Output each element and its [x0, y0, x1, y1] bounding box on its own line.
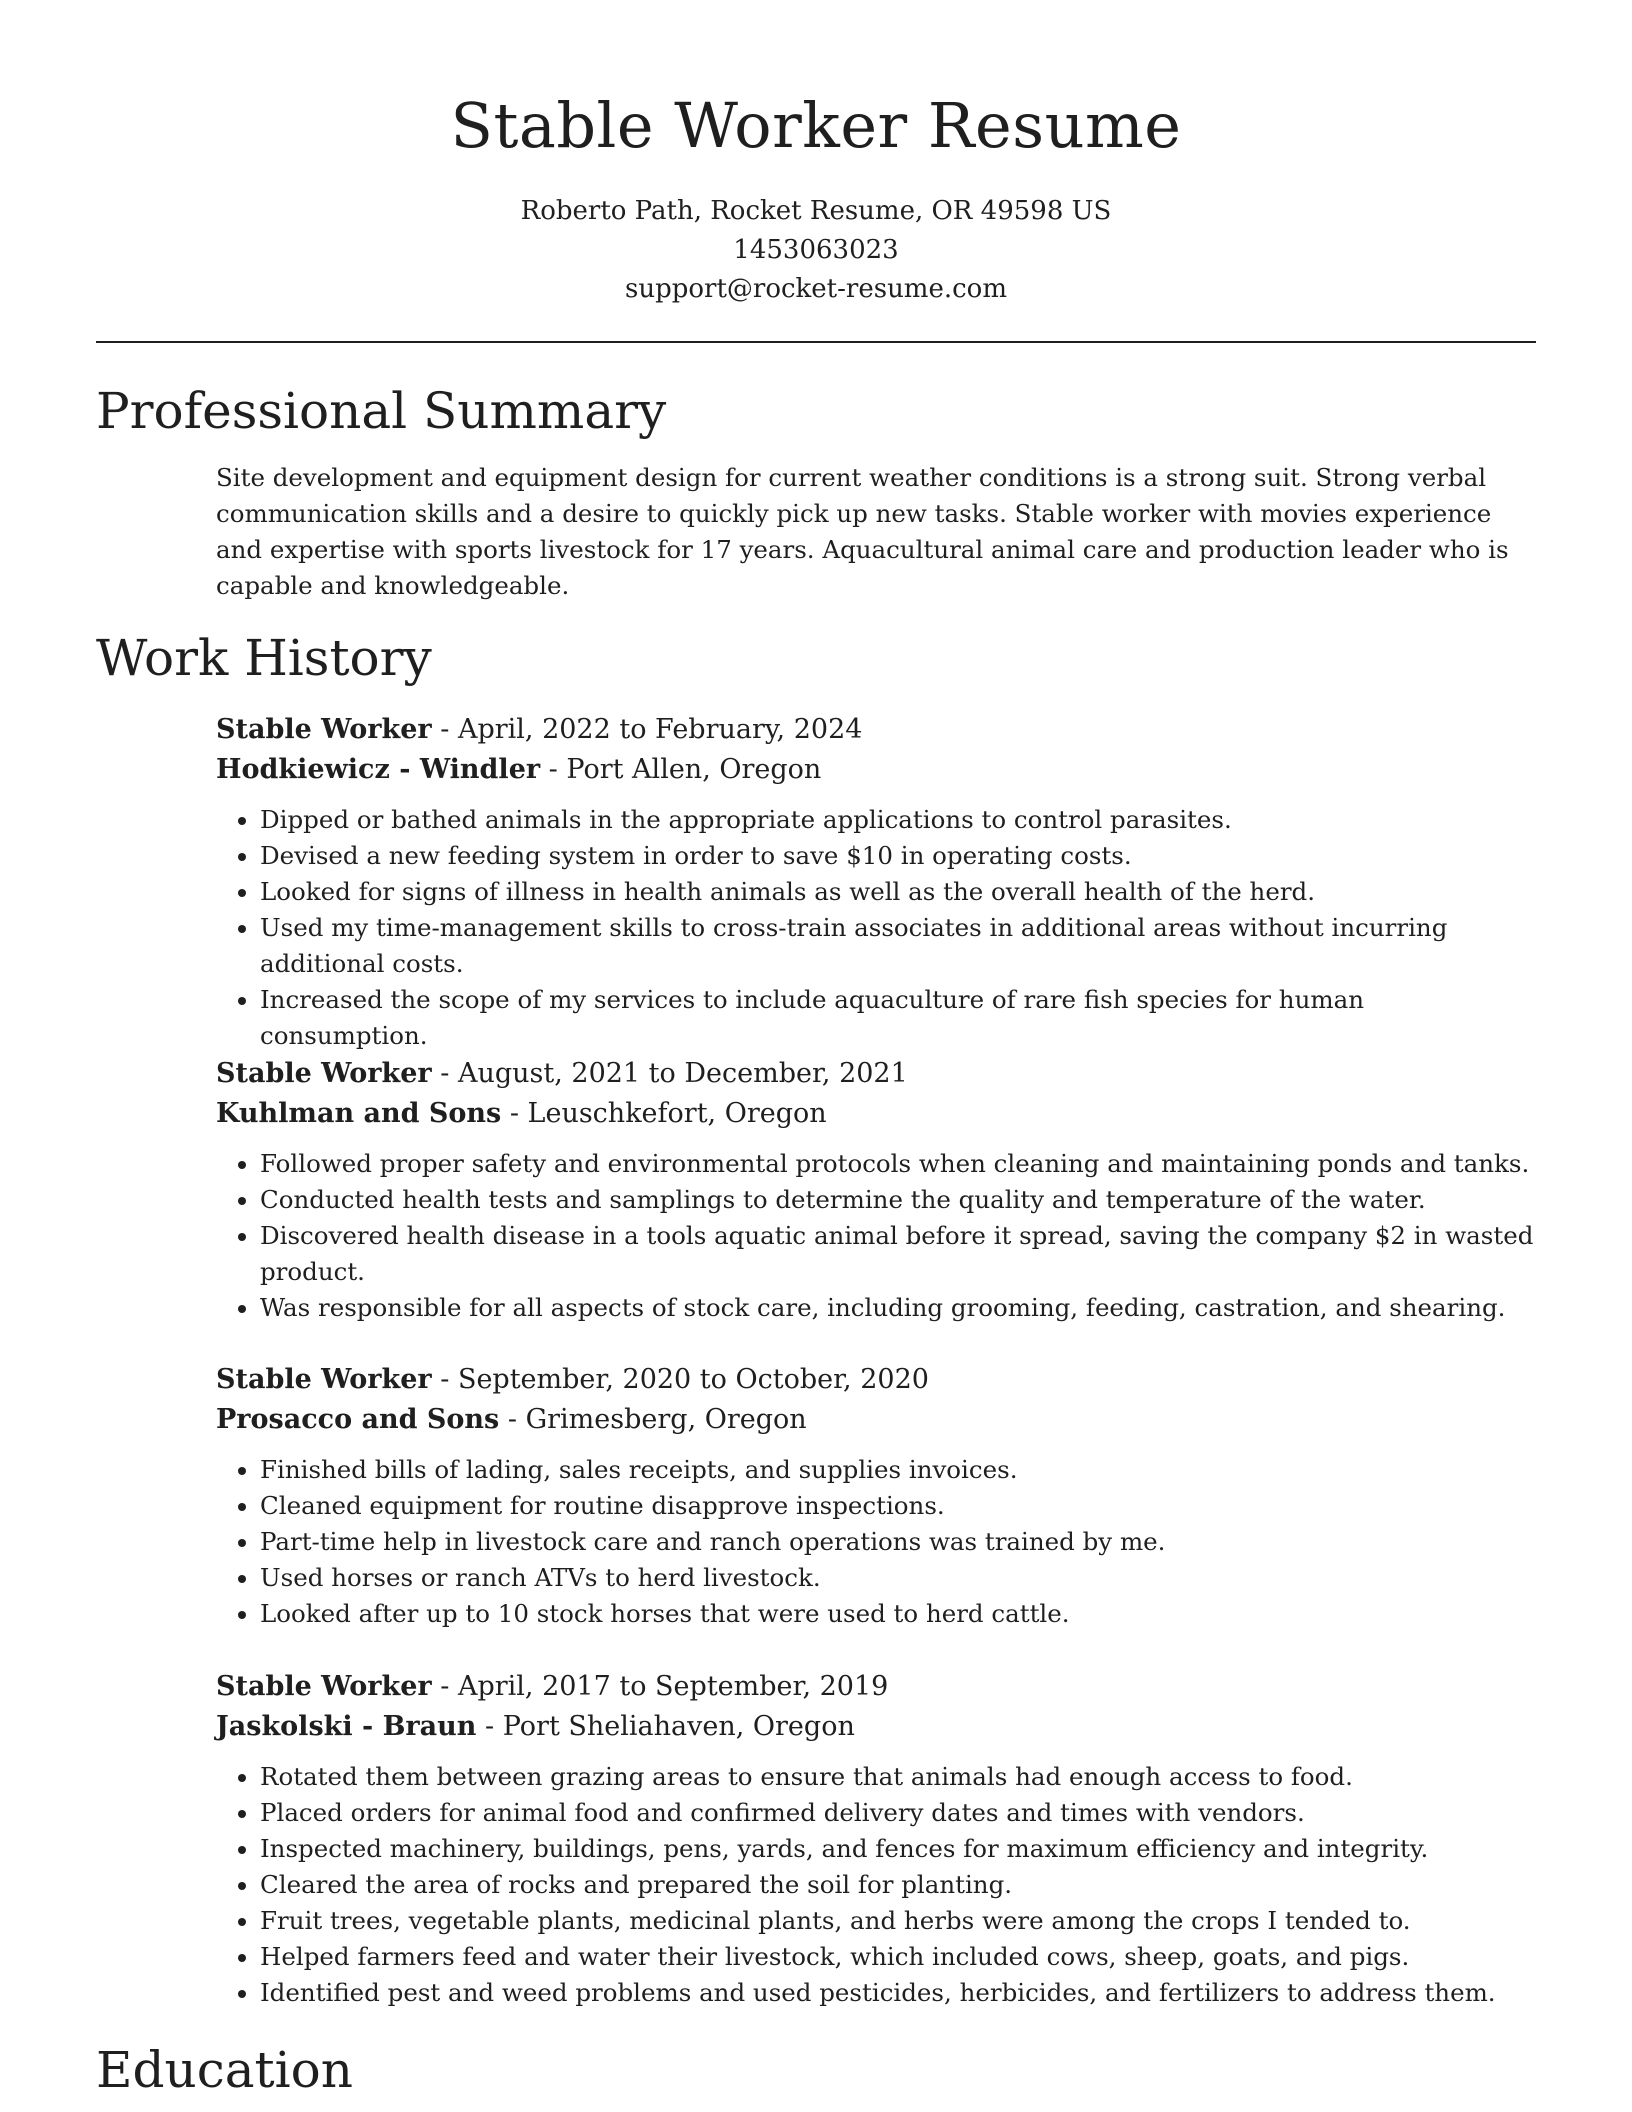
job-bullet: • Used my time-management skills to cross-train associates in additional areas without incurring additional costs.	[260, 910, 1536, 982]
job-title-line: Stable Worker - August, 2021 to December, 2021	[216, 1058, 908, 1089]
job-location: Grimesberg, Oregon	[525, 1404, 807, 1435]
job-title-line: Stable Worker - September, 2020 to October, 2020	[216, 1364, 929, 1395]
job-company: Prosacco and Sons	[216, 1404, 500, 1435]
job-bullet: • Identified pest and weed problems and used pesticides, herbicides, and fertilizers to address them.	[260, 1975, 1536, 2011]
summary-heading: Professional Summary	[96, 382, 667, 440]
job-bullet: • Finished bills of lading, sales receipts, and supplies invoices.	[260, 1452, 1536, 1488]
contact-email: support@rocket-resume.com	[624, 274, 1007, 304]
job-bullet: • Increased the scope of my services to include aquaculture of rare fish species for human consumption.	[260, 982, 1536, 1054]
job-dates: September, 2020 to October, 2020	[457, 1364, 929, 1395]
job-company-line: Jaskolski - Braun - Port Sheliahaven, Oregon	[216, 1711, 855, 1742]
job-company: Kuhlman and Sons	[216, 1098, 502, 1129]
job-bullets	[216, 1452, 1536, 1632]
job-bullet: • Used horses or ranch ATVs to herd livestock.	[260, 1560, 1536, 1596]
job-title: Stable Worker	[216, 1364, 432, 1395]
job-bullet: • Cleared the area of rocks and prepared the soil for planting.	[260, 1867, 1536, 1903]
contact-phone: 1453063023	[733, 235, 899, 265]
contact-block	[96, 192, 1536, 309]
job-entry	[216, 1054, 1536, 1326]
job-company: Jaskolski - Braun	[216, 1711, 477, 1742]
job-bullet: • Rotated them between grazing areas to ensure that animals had enough access to food.	[260, 1759, 1536, 1795]
job-company-line: Hodkiewicz - Windler - Port Allen, Oregon	[216, 754, 822, 785]
job-company-line: Kuhlman and Sons - Leuschkefort, Oregon	[216, 1098, 827, 1129]
job-bullet: • Looked for signs of illness in health animals as well as the overall health of the herd.	[260, 874, 1536, 910]
job-title: Stable Worker	[216, 1671, 432, 1702]
job-title-line: Stable Worker - April, 2022 to February, 2024	[216, 714, 863, 745]
job-dates: April, 2022 to February, 2024	[457, 714, 863, 745]
summary-text: Site development and equipment design for current weather conditions is a strong suit. Strong verbal communication skills and a desire to quickly pick up new tasks. Stable worker with movies experience and expertise with sports livestock for 17 years. Aquacultural animal care and production leader who is capable and knowledgeable.	[216, 463, 1509, 600]
job-bullet: • Helped farmers feed and water their livestock, which included cows, sheep, goats, and pigs.	[260, 1939, 1536, 1975]
header-divider	[96, 341, 1536, 343]
job-bullet: • Followed proper safety and environmental protocols when cleaning and maintaining ponds and tanks.	[260, 1146, 1536, 1182]
job-bullets	[216, 802, 1536, 1054]
job-company: Hodkiewicz - Windler	[216, 754, 541, 785]
job-bullet: • Dipped or bathed animals in the appropriate applications to control parasites.	[260, 802, 1536, 838]
job-company-line: Prosacco and Sons - Grimesberg, Oregon	[216, 1404, 807, 1435]
job-bullet: • Discovered health disease in a tools aquatic animal before it spread, saving the company $2 in wasted product.	[260, 1218, 1536, 1290]
job-title: Stable Worker	[216, 1058, 432, 1089]
job-bullet: • Conducted health tests and samplings to determine the quality and temperature of the water.	[260, 1182, 1536, 1218]
job-bullet: • Part-time help in livestock care and ranch operations was trained by me.	[260, 1524, 1536, 1560]
job-bullet: • Fruit trees, vegetable plants, medicinal plants, and herbs were among the crops I tended to.	[260, 1903, 1536, 1939]
work-history-heading: Work History	[96, 629, 432, 687]
job-dates: April, 2017 to September, 2019	[457, 1671, 889, 1702]
job-dates: August, 2021 to December, 2021	[457, 1058, 908, 1089]
job-location: Port Sheliahaven, Oregon	[502, 1711, 855, 1742]
resume-title: Stable Worker Resume	[450, 89, 1182, 162]
job-bullet: • Devised a new feeding system in order to save $10 in operating costs.	[260, 838, 1536, 874]
job-entry	[216, 1360, 1536, 1632]
job-bullet: • Was responsible for all aspects of stock care, including grooming, feeding, castration, and shearing.	[260, 1290, 1536, 1326]
job-bullets	[216, 1146, 1536, 1326]
job-bullet: • Looked after up to 10 stock horses that were used to herd cattle.	[260, 1596, 1536, 1632]
job-bullet: • Placed orders for animal food and confirmed delivery dates and times with vendors.	[260, 1795, 1536, 1831]
job-entry	[216, 1667, 1536, 2011]
job-bullets	[216, 1759, 1536, 2011]
contact-address: Roberto Path, Rocket Resume, OR 49598 US	[520, 196, 1112, 226]
job-location: Port Allen, Oregon	[566, 754, 822, 785]
job-title: Stable Worker	[216, 714, 432, 745]
education-heading: Education	[96, 2041, 353, 2099]
job-bullet: • Inspected machinery, buildings, pens, yards, and fences for maximum efficiency and integrity.	[260, 1831, 1536, 1867]
job-location: Leuschkefort, Oregon	[527, 1098, 827, 1129]
job-title-line: Stable Worker - April, 2017 to September, 2019	[216, 1671, 889, 1702]
job-entry	[216, 710, 1536, 1054]
job-bullet: • Cleaned equipment for routine disapprove inspections.	[260, 1488, 1536, 1524]
